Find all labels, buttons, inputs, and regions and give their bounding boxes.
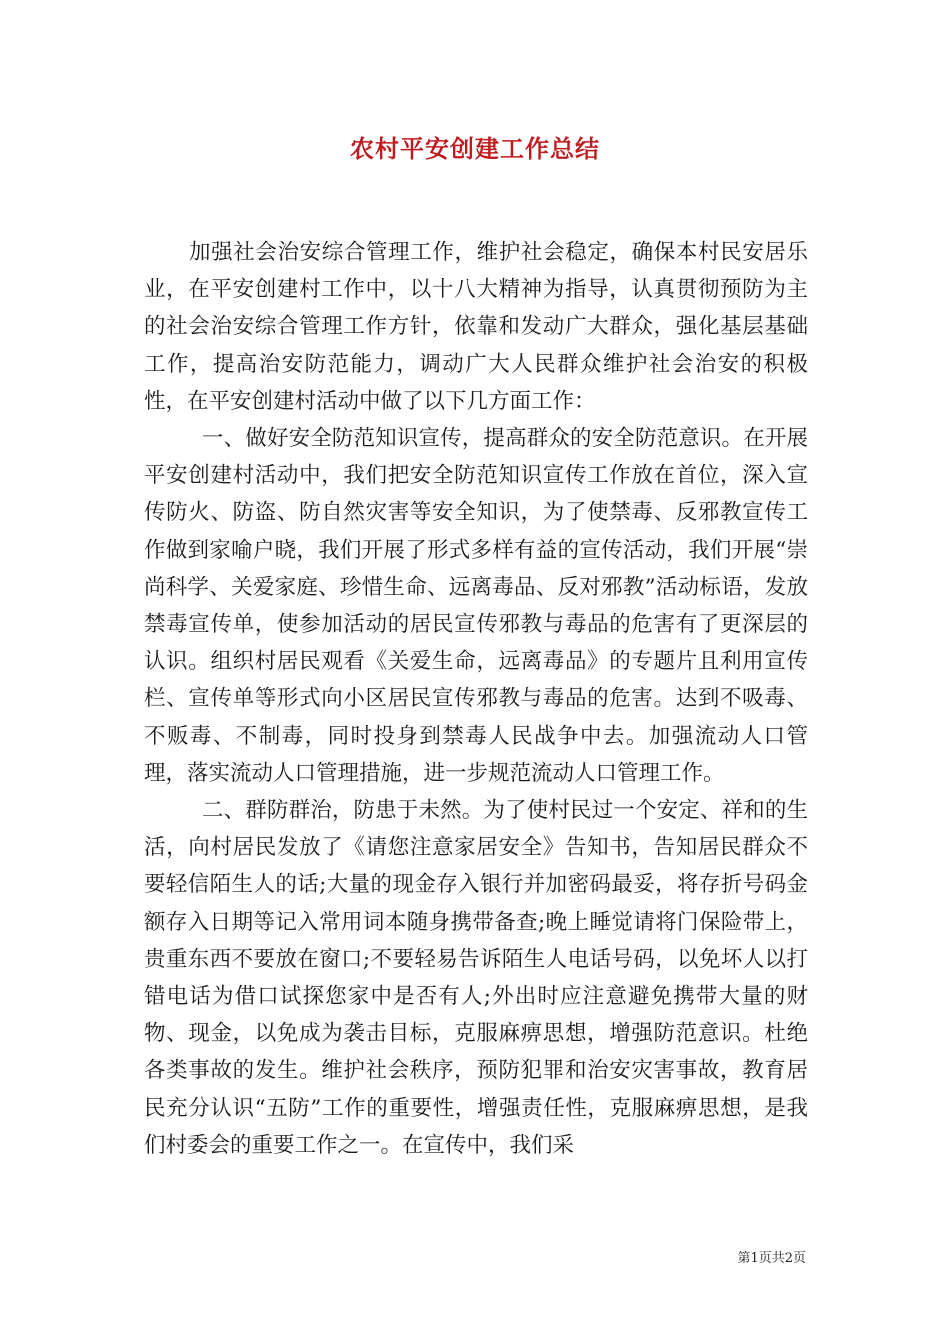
paragraph-section-2: 二、群防群治，防患于未然。为了使村民过一个安定、祥和的生活，向村居民发放了《请您注意家居安全》告知书，告知居民群众不要轻信陌生人的话;大量的现金存入银行并加密码最妥，将存折号码金额存入日期等记入常用词本随身携带备查;晚上睡觉请将门保险带上，贵重东西不要放在窗口;不要轻易告诉陌生人电话号码，以免坏人以打错电话为借口试探您家中是否有人;外出时应注意避免携带大量的财物、现金，以免成为袭击目标，克服麻痹思想，增强防范意识。杜绝各类事故的发生。维护社会秩序，预防犯罪和治安灾害事故，教育居民充分认识“五防”工作的重要性，增强责任性，克服麻痹思想，是我们村委会的重要工作之一。在宣传中，我们采 (144, 798, 808, 1158)
paragraph-section-1: 一、做好安全防范知识宣传，提高群众的安全防范意识。在开展平安创建村活动中，我们把安全防范知识宣传工作放在首位，深入宣传防火、防盗、防自然灾害等安全知识，为了使禁毒、反邪教宣传工作做到家喻户晓，我们开展了形式多样有益的宣传活动，我们开展“崇尚科学、关爱家庭、珍惜生命、远离毒品、反对邪教”活动标语，发放禁毒宣传单，使参加活动的居民宣传邪教与毒品的危害有了更深层的认识。组织村居民观看《关爱生命，远离毒品》的专题片且利用宣传栏、宣传单等形式向小区居民宣传邪教与毒品的危害。达到不吸毒、不贩毒、不制毒，同时投身到禁毒人民战争中去。加强流动人口管理，落实流动人口管理措施，进一步规范流动人口管理工作。 (144, 426, 808, 786)
document-body (144, 234, 808, 1164)
page-number: 第1页共2页 (737, 1251, 806, 1266)
paragraph-intro: 加强社会治安综合管理工作，维护社会稳定，确保本村民安居乐业，在平安创建村工作中，以十八大精神为指导，认真贯彻预防为主的社会治安综合管理工作方针，依靠和发动广大群众，强化基层基础工作，提高治安防范能力，调动广大人民群众维护社会治安的积极性，在平安创建村活动中做了以下几方面工作： (144, 240, 808, 414)
document-title: 农村平安创建工作总结 (350, 134, 600, 163)
